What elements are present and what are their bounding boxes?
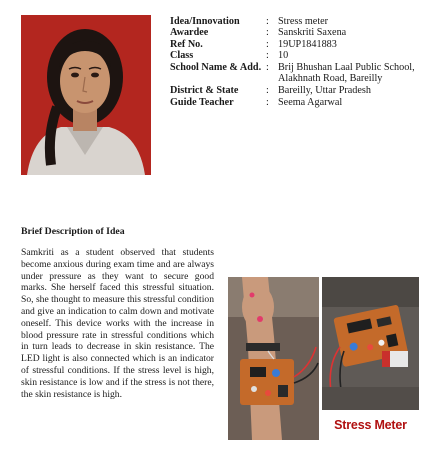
detail-row-idea [170,16,440,27]
detail-row-ref-no [170,39,440,50]
detail-row-district [170,85,440,96]
detail-value: 19UP1841883 [278,38,337,50]
detail-value: Bareilly, Uttar Pradesh [278,85,371,97]
figure-caption-box [322,410,419,440]
detail-value: Seema Agarwal [278,96,343,108]
description-heading: Brief Description of Idea [21,226,125,237]
detail-colon: : [266,38,269,50]
detail-label: Class [170,50,194,62]
device-photo-board [322,277,419,410]
awardee-details [170,16,440,108]
detail-label: Idea/Innovation [170,16,240,27]
description-text: Samkriti as a student observed that students become anxious during exam time and are always under pressure as they want to secure good marks. She herself faced this stressful situation. So, she thought to measure this stressful condition and give an indication to calm down and motivate oneself. This device works with the increase in blood pressure rate in stressful conditions which in turn leads to decrease in skin resistance. The LED light is also connected which is an indicator of stressful conditions. If the stress level is high, skin resistance is low and if the stress is not there, the skin resistance is high. [21,247,214,400]
detail-label: School Name & Add. [170,61,262,73]
detail-colon: : [266,96,269,108]
detail-value: Stress meter [278,16,329,27]
detail-row-guide-teacher [170,97,440,108]
detail-label: Ref No. [170,38,203,50]
detail-value: 10 [278,50,289,62]
detail-label: District & State [170,85,239,97]
detail-label: Awardee [170,27,209,39]
detail-row-class [170,50,440,61]
figure-caption: Stress Meter [334,418,407,432]
detail-colon: : [266,16,269,27]
detail-row-school [170,62,440,85]
detail-colon: : [266,50,269,62]
detail-colon: : [266,61,269,73]
device-photo-wrist [228,277,319,440]
detail-colon: : [266,85,269,97]
detail-value: Sanskriti Saxena [278,27,347,39]
detail-value: Brij Bhushan Laal Public School, Alakhnath Road, Bareilly [278,61,415,85]
detail-colon: : [266,27,269,39]
detail-row-awardee [170,27,440,38]
detail-label: Guide Teacher [170,96,234,108]
awardee-photo [21,15,151,175]
